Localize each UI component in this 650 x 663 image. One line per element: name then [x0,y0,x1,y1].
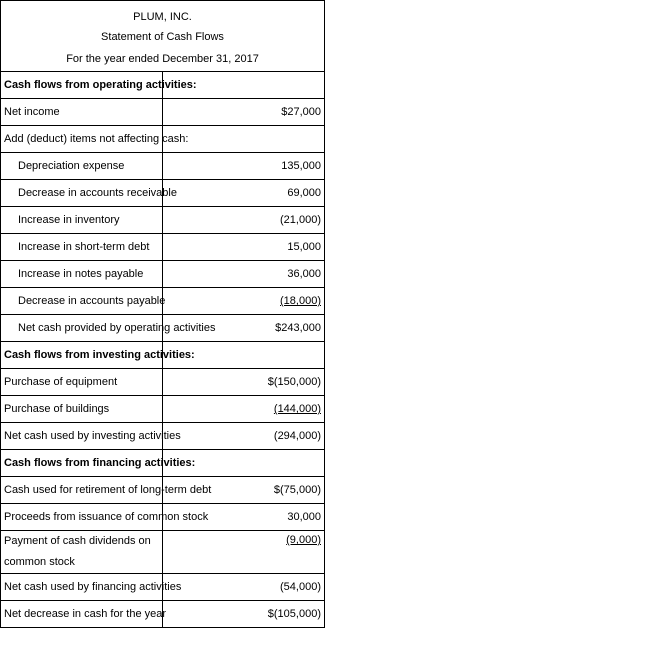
investing-net-value: (294,000) [163,423,325,450]
line-item-value: 36,000 [163,261,325,288]
adjustments-label: Add (deduct) items not affecting cash: [1,126,163,153]
line-item-label: Purchase of buildings [1,396,163,423]
line-item-label: Increase in short-term debt [1,234,163,261]
line-item-label: Decrease in accounts receivable [1,180,163,207]
underlined-value: (144,000) [273,403,321,415]
company-name: PLUM, INC. [1,1,325,28]
line-item-label: Proceeds from issuance of common stock [1,504,163,531]
underlined-value: (9,000) [286,534,321,546]
line-item-label: Purchase of equipment [1,369,163,396]
line-item-label: Cash used for retirement of long-term debt [1,477,163,504]
underlined-value: (18,000) [280,295,321,307]
statement-title: Statement of Cash Flows [1,27,325,47]
line-item-value: (21,000) [163,207,325,234]
net-change-label: Net decrease in cash for the year [1,601,163,628]
financing-net-label: Net cash used by financing activities [1,574,163,601]
line-item-value: 69,000 [163,180,325,207]
investing-net-label: Net cash used by investing activities [1,423,163,450]
net-income-value: $27,000 [163,99,325,126]
line-item-value [163,531,325,574]
operating-section-title: Cash flows from operating activities: [1,72,163,99]
line-item-label: Decrease in accounts payable [1,288,163,315]
line-item-value [163,396,325,423]
statement-period: For the year ended December 31, 2017 [1,47,325,72]
cash-flow-statement [0,0,325,628]
statement-table [0,0,325,628]
net-income-label: Net income [1,99,163,126]
line-item-value: 15,000 [163,234,325,261]
line-item-label: Payment of cash dividends on common stock [1,531,163,574]
line-item-value: 30,000 [163,504,325,531]
line-item-value: 135,000 [163,153,325,180]
financing-section-title: Cash flows from financing activities: [1,450,163,477]
line-item-value: $(150,000) [163,369,325,396]
line-item-label: Depreciation expense [1,153,163,180]
operating-net-label: Net cash provided by operating activities [1,315,163,342]
investing-section-title: Cash flows from investing activities: [1,342,163,369]
net-change-value: $(105,000) [163,601,325,628]
line-item-label: Increase in notes payable [1,261,163,288]
financing-net-value: (54,000) [163,574,325,601]
line-item-value: $(75,000) [163,477,325,504]
line-item-label: Increase in inventory [1,207,163,234]
line-item-value [163,288,325,315]
operating-net-value: $243,000 [163,315,325,342]
